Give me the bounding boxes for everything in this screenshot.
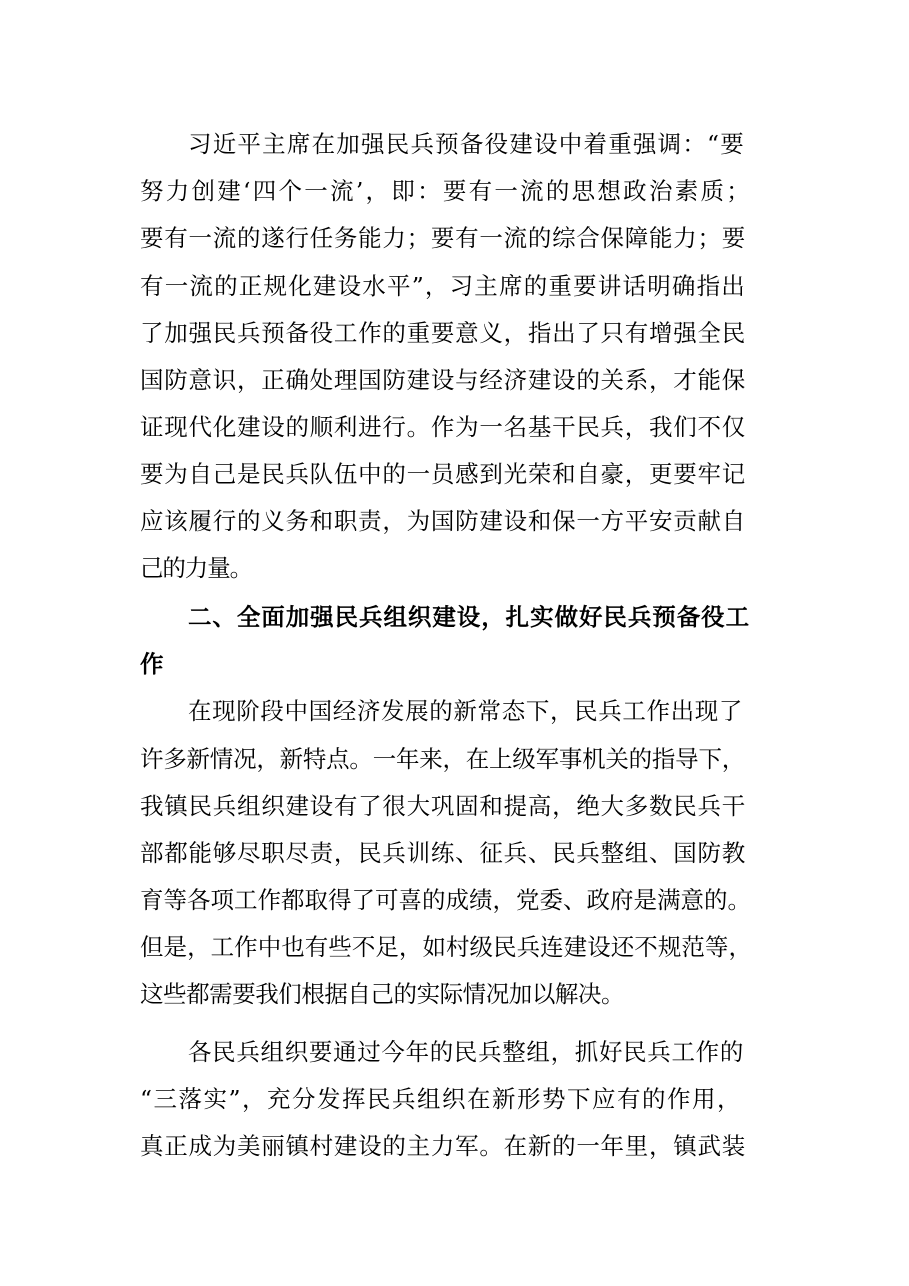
paragraph-line: 在现阶段中国经济发展的新常态下，民兵工作出现了: [188, 697, 743, 725]
paragraph-line: 真正成为美丽镇村建设的主力军。在新的一年里，镇武装: [140, 1132, 746, 1160]
paragraph-line: 许多新情况，新特点。一年来，在上级军事机关的指导下，: [140, 745, 745, 773]
paragraph-line: 己的力量。: [140, 554, 252, 582]
paragraph-line: 要有一流的遂行任务能力；要有一流的综合保障能力；要: [140, 224, 746, 252]
paragraph-line: 部都能够尽职尽责，民兵训练、征兵、民兵整组、国防教: [140, 839, 746, 867]
paragraph-line: 习近平主席在加强民兵预备役建设中着重强调：“要: [188, 130, 746, 158]
paragraph-line: 证现代化建设的顺利进行。作为一名基干民兵，我们不仅: [140, 413, 746, 441]
paragraph-line: “三落实”，充分发挥民兵组织在新形势下应有的作用，: [140, 1085, 743, 1113]
paragraph-line: 但是，工作中也有些不足，如村级民兵连建设还不规范等，: [140, 933, 752, 961]
paragraph-line: 国防意识，正确处理国防建设与经济建设的关系，才能保: [140, 366, 746, 394]
section-heading-line: 二、全面加强民兵组织建设，扎实做好民兵预备役工: [188, 603, 751, 631]
paragraph-line: 了加强民兵预备役工作的重要意义，指出了只有增强全民: [140, 319, 746, 347]
paragraph-line: 努力创建‘四个一流’，即：要有一流的思想政治素质；: [140, 177, 752, 205]
paragraph-line: 各民兵组织要通过今年的民兵整组，抓好民兵工作的: [188, 1038, 745, 1066]
paragraph-line: 育等各项工作都取得了可喜的成绩，党委、政府是满意的。: [140, 886, 751, 914]
paragraph-line: 我镇民兵组织建设有了很大巩固和提高，绝大多数民兵干: [140, 792, 746, 820]
paragraph-line: 应该履行的义务和职责，为国防建设和保一方平安贡献自: [140, 507, 746, 535]
section-heading-line: 作: [140, 650, 164, 678]
paragraph-line: 有一流的正规化建设水平”，习主席的重要讲话明确指出: [140, 272, 746, 300]
paragraph-line: 这些都需要我们根据自己的实际情况加以解决。: [140, 980, 625, 1008]
paragraph-line: 要为自己是民兵队伍中的一员感到光荣和自豪，更要牢记: [140, 460, 746, 488]
